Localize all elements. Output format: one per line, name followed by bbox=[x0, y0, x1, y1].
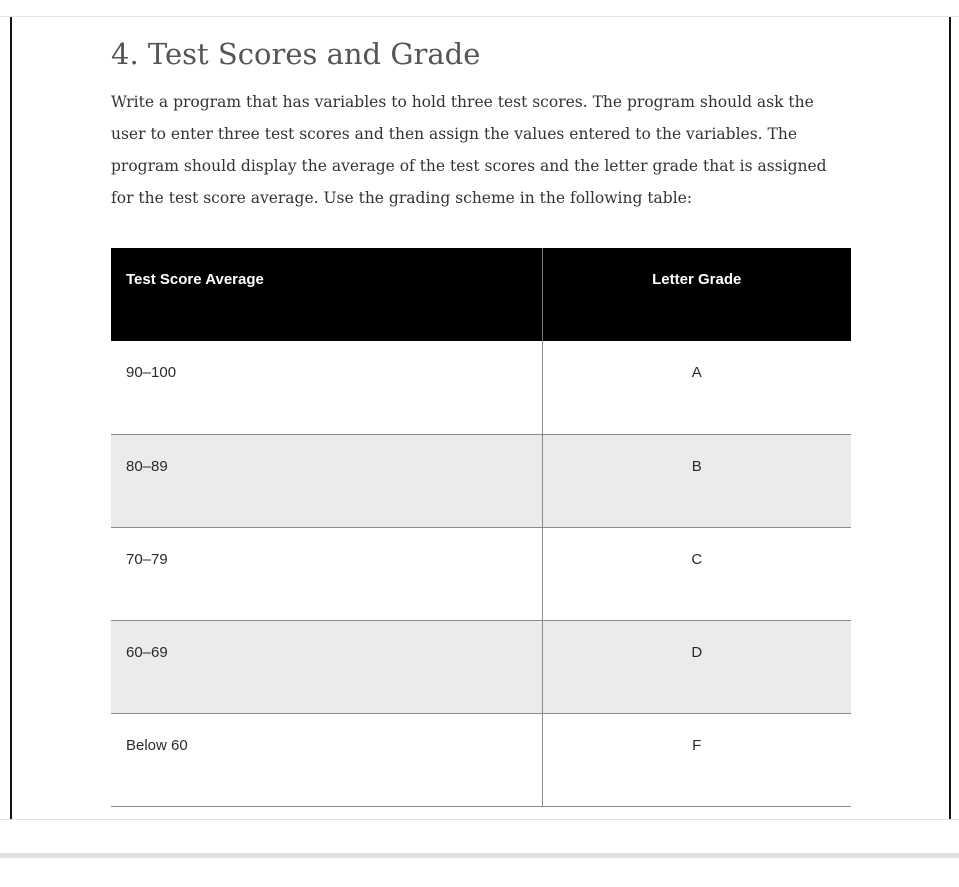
score-range-cell: Below 60 bbox=[111, 713, 542, 806]
letter-grade-cell: B bbox=[542, 434, 851, 527]
horizontal-scrollbar[interactable] bbox=[0, 853, 959, 858]
letter-grade-cell: F bbox=[542, 713, 851, 806]
table-header-row bbox=[111, 248, 851, 341]
score-range-cell: 90–100 bbox=[111, 341, 542, 434]
table-row bbox=[111, 620, 851, 713]
exercise-title: 4. Test Scores and Grade bbox=[111, 37, 481, 71]
score-range-cell: 60–69 bbox=[111, 620, 542, 713]
header-test-score-average: Test Score Average bbox=[111, 248, 542, 341]
table-row bbox=[111, 527, 851, 620]
exercise-description: Write a program that has variables to hold three test scores. The program should ask the user to enter three test scores and then assign the values entered to the variables. The program should display the average of the test scores and the letter grade that is assigned for the test score average. Use the grading scheme in the following table: bbox=[111, 93, 827, 207]
page-right-border bbox=[949, 17, 951, 820]
bottom-divider bbox=[0, 819, 959, 820]
score-range-cell: 70–79 bbox=[111, 527, 542, 620]
header-letter-grade: Letter Grade bbox=[542, 248, 851, 341]
letter-grade-cell: A bbox=[542, 341, 851, 434]
top-divider bbox=[0, 16, 959, 17]
page-left-border bbox=[10, 17, 12, 820]
letter-grade-cell: C bbox=[542, 527, 851, 620]
table-row bbox=[111, 713, 851, 806]
table-row bbox=[111, 341, 851, 434]
grading-scheme-table bbox=[111, 248, 851, 807]
table-row bbox=[111, 434, 851, 527]
score-range-cell: 80–89 bbox=[111, 434, 542, 527]
letter-grade-cell: D bbox=[542, 620, 851, 713]
